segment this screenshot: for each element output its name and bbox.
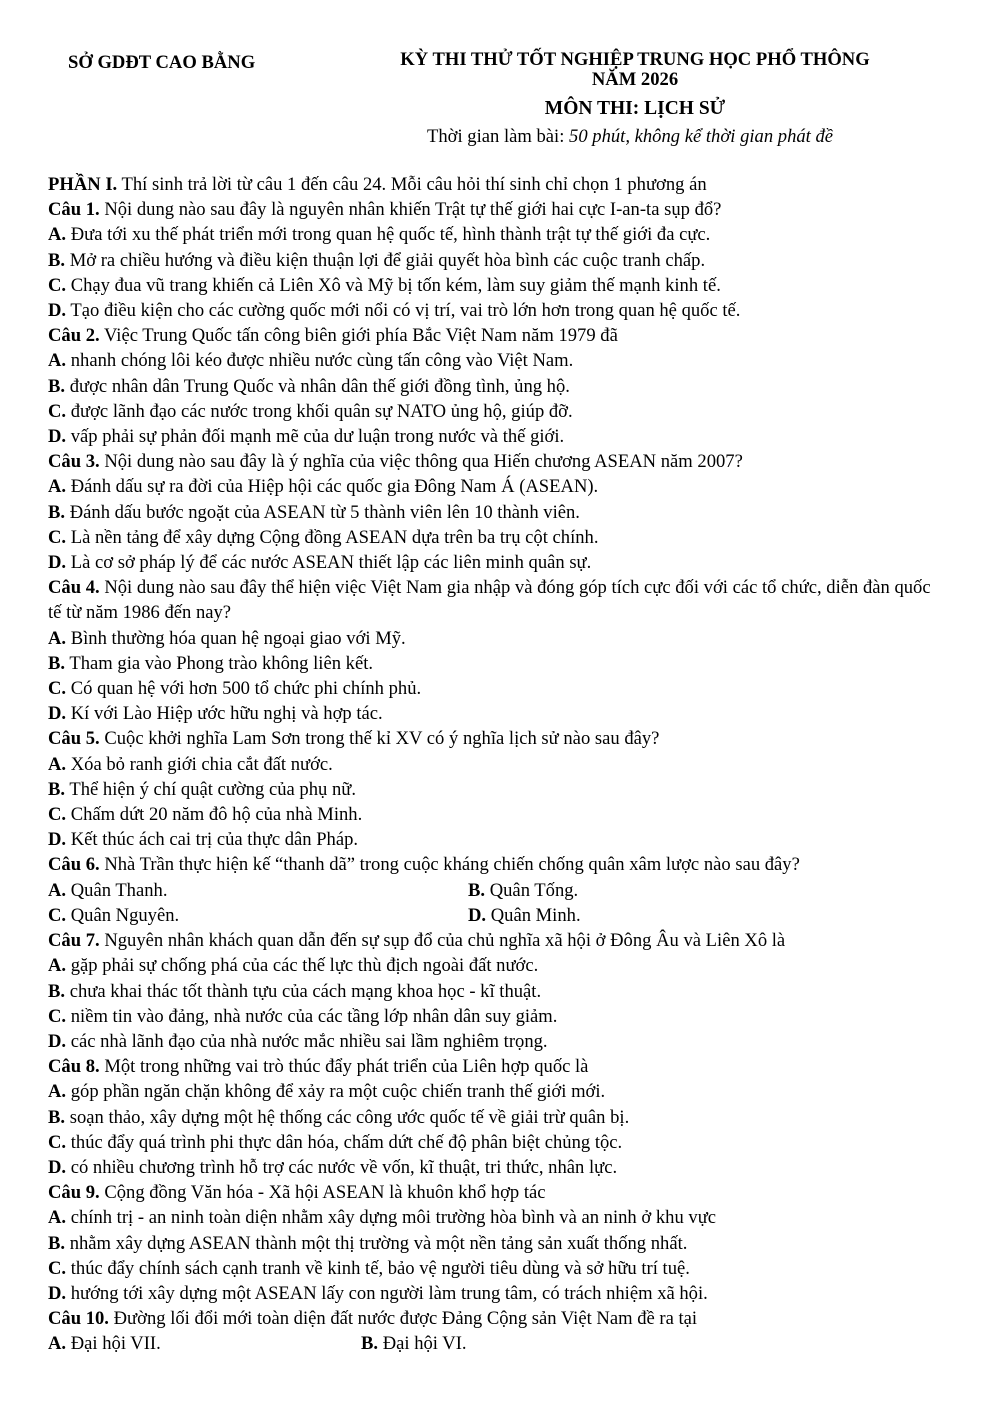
- option-letter: B.: [48, 652, 66, 674]
- option-text: Đánh dấu bước ngoặt của ASEAN từ 5 thành viên lên 10 thành viên.: [65, 501, 580, 523]
- option-b[interactable]: [468, 878, 578, 903]
- option-text: Quân Minh.: [486, 904, 581, 926]
- option-a[interactable]: [48, 878, 468, 903]
- option-text: Xóa bỏ ranh giới chia cắt đất nước.: [66, 753, 333, 775]
- option-letter: A.: [48, 627, 67, 649]
- question-label: Câu 8.: [48, 1056, 100, 1078]
- option-text: Quân Thanh.: [66, 879, 168, 901]
- question-stem: [48, 1180, 938, 1205]
- question-label: Câu 9.: [48, 1182, 100, 1204]
- option-letter: D.: [468, 904, 487, 926]
- question-label: Câu 4.: [48, 577, 100, 599]
- option-text: nhằm xây dựng ASEAN thành một thị trường và một nền tảng sản xuất thống nhất.: [65, 1232, 688, 1254]
- exam-title-line1: KỲ THI THỬ TỐT NGHIỆP TRUNG HỌC PHỔ THÔNG: [400, 49, 870, 70]
- option-text: Thể hiện ý chí quật cường của phụ nữ.: [65, 778, 356, 800]
- option-text: hướng tới xây dựng một ASEAN lấy con người làm trung tâm, có trách nhiệm xã hội.: [66, 1282, 708, 1304]
- option-b[interactable]: [48, 1105, 938, 1130]
- option-c[interactable]: [48, 802, 938, 827]
- option-letter: B.: [48, 1106, 66, 1128]
- question-label: Câu 10.: [48, 1308, 109, 1330]
- option-text: Đại hội VII.: [66, 1333, 161, 1355]
- option-letter: B.: [48, 501, 66, 523]
- option-letter: C.: [48, 526, 67, 548]
- option-letter: B.: [468, 879, 486, 901]
- option-text: thúc đẩy quá trình phi thực dân hóa, chấm dứt chế độ phân biệt chủng tộc.: [66, 1131, 623, 1153]
- option-letter: A.: [48, 879, 67, 901]
- option-c[interactable]: [48, 399, 938, 424]
- option-text: Mở ra chiều hướng và điều kiện thuận lợi để giải quyết hòa bình các cuộc tranh chấp.: [65, 249, 706, 271]
- question-text: Nội dung nào sau đây thể hiện việc Việt Nam gia nhập và đóng góp tích cực đối với các tổ chức, diễn đàn quốc tế từ năm 1986 đến nay?: [48, 577, 931, 624]
- option-letter: B.: [48, 1232, 66, 1254]
- option-letter: D.: [48, 703, 67, 725]
- option-text: có nhiều chương trình hỗ trợ các nước về vốn, kĩ thuật, tri thức, nhân lực.: [66, 1156, 618, 1178]
- option-b[interactable]: [48, 1231, 938, 1256]
- option-text: được nhân dân Trung Quốc và nhân dân thế giới đồng tình, ủng hộ.: [65, 375, 570, 397]
- option-c[interactable]: [48, 1256, 938, 1281]
- exam-header: [0, 0, 992, 170]
- question-text: Việc Trung Quốc tấn công biên giới phía Bắc Việt Nam năm 1979 đã: [99, 325, 618, 347]
- option-text: Tạo điều kiện cho các cường quốc mới nổi có vị trí, vai trò lớn hơn trong quan hệ quốc tế.: [66, 300, 741, 322]
- department-name: SỞ GDĐT CAO BẰNG: [68, 52, 256, 73]
- option-letter: D.: [48, 1156, 67, 1178]
- question-text: Đường lối đổi mới toàn diện đất nước được Đảng Cộng sản Việt Nam đề ra tại: [108, 1308, 698, 1330]
- option-letter: A.: [48, 955, 67, 977]
- question-6: [48, 852, 938, 928]
- option-a[interactable]: [48, 1331, 361, 1356]
- option-letter: D.: [48, 829, 67, 851]
- option-b[interactable]: [48, 374, 938, 399]
- option-text: Đánh dấu sự ra đời của Hiệp hội các quốc gia Đông Nam Á (ASEAN).: [66, 476, 599, 498]
- option-b[interactable]: [48, 248, 938, 273]
- question-text: Nguyên nhân khách quan dẫn đến sự sụp đổ của chủ nghĩa xã hội ở Đông Âu và Liên Xô là: [99, 930, 786, 952]
- option-c[interactable]: [48, 525, 938, 550]
- question-label: Câu 7.: [48, 930, 100, 952]
- option-d[interactable]: [48, 1281, 938, 1306]
- option-letter: C.: [48, 678, 67, 700]
- time-value: 50 phút, không kể thời gian phát đề: [569, 126, 834, 147]
- question-stem: [48, 575, 938, 625]
- option-text: Bình thường hóa quan hệ ngoại giao với Mỹ.: [66, 627, 406, 649]
- option-b[interactable]: [48, 979, 938, 1004]
- option-text: nhanh chóng lôi kéo được nhiều nước cùng tấn công vào Việt Nam.: [66, 350, 574, 372]
- option-d[interactable]: [48, 550, 938, 575]
- option-c[interactable]: [48, 676, 938, 701]
- option-a[interactable]: [48, 474, 938, 499]
- question-label: Câu 3.: [48, 451, 100, 473]
- option-c[interactable]: [48, 1004, 938, 1029]
- option-text: Chấm dứt 20 năm đô hộ của nhà Minh.: [66, 804, 363, 826]
- exam-subject: MÔN THI: LỊCH SỬ: [544, 98, 726, 119]
- option-letter: A.: [48, 753, 67, 775]
- exam-content: [48, 172, 938, 1357]
- option-text: Kí với Lào Hiệp ước hữu nghị và hợp tác.: [66, 703, 383, 725]
- option-text: soạn thảo, xây dựng một hệ thống các công ước quốc tế về giải trừ quân bị.: [65, 1106, 630, 1128]
- part-label: PHẦN I.: [48, 174, 118, 195]
- option-letter: C.: [48, 804, 67, 826]
- option-b[interactable]: [48, 651, 938, 676]
- option-b[interactable]: [48, 500, 938, 525]
- part-text: Thí sinh trả lời từ câu 1 đến câu 24. Mỗi câu hỏi thí sinh chỉ chọn 1 phương án: [117, 174, 707, 195]
- option-c[interactable]: [48, 273, 938, 298]
- option-letter: D.: [48, 1282, 67, 1304]
- option-letter: C.: [48, 904, 67, 926]
- option-letter: C.: [48, 1257, 67, 1279]
- question-text: Nội dung nào sau đây là nguyên nhân khiến Trật tự thế giới hai cực I-an-ta sụp đổ?: [99, 199, 722, 221]
- option-text: góp phần ngăn chặn không để xảy ra một cuộc chiến tranh thế giới mới.: [66, 1081, 606, 1103]
- time-prefix: Thời gian làm bài:: [427, 126, 570, 147]
- question-text: Cuộc khởi nghĩa Lam Sơn trong thế kỉ XV có ý nghĩa lịch sử nào sau đây?: [99, 728, 660, 750]
- option-text: Là cơ sở pháp lý để các nước ASEAN thiết lập các liên minh quân sự.: [66, 552, 592, 574]
- question-stem: [48, 928, 938, 953]
- question-text: Cộng đồng Văn hóa - Xã hội ASEAN là khuôn khổ hợp tác: [99, 1182, 546, 1204]
- exam-title: [355, 50, 915, 90]
- option-d[interactable]: [48, 1155, 938, 1180]
- option-letter: B.: [48, 375, 66, 397]
- question-stem: [48, 197, 938, 222]
- question-7: [48, 928, 938, 1054]
- option-d[interactable]: [48, 298, 938, 323]
- option-letter: B.: [48, 778, 66, 800]
- option-d[interactable]: [468, 903, 581, 928]
- question-stem: [48, 1306, 938, 1331]
- option-text: các nhà lãnh đạo của nhà nước mắc nhiều sai lầm nghiêm trọng.: [66, 1030, 548, 1052]
- option-c[interactable]: [48, 903, 468, 928]
- option-text: Tham gia vào Phong trào không liên kết.: [65, 652, 374, 674]
- option-a[interactable]: [48, 1079, 938, 1104]
- question-4: [48, 575, 938, 726]
- option-letter: D.: [48, 300, 67, 322]
- option-letter: B.: [48, 249, 66, 271]
- option-letter: D.: [48, 1030, 67, 1052]
- option-a[interactable]: [48, 348, 938, 373]
- option-text: được lãnh đạo các nước trong khối quân sự NATO ủng hộ, giúp đỡ.: [66, 400, 573, 422]
- option-a[interactable]: [48, 626, 938, 651]
- part-instruction: [48, 172, 938, 197]
- option-text: gặp phải sự chống phá của các thế lực thù địch ngoài đất nước.: [66, 955, 539, 977]
- option-letter: C.: [48, 1131, 67, 1153]
- question-text: Nhà Trần thực hiện kế “thanh dã” trong cuộc kháng chiến chống quân xâm lược nào sau đây?: [99, 854, 800, 876]
- option-text: Quân Tống.: [485, 879, 579, 901]
- option-letter: A.: [48, 1207, 67, 1229]
- question-stem: [48, 726, 938, 751]
- option-b[interactable]: [48, 777, 938, 802]
- option-letter: B.: [48, 980, 66, 1002]
- option-text: niềm tin vào đảng, nhà nước của các tầng lớp nhân dân suy giảm.: [66, 1005, 558, 1027]
- question-10: [48, 1306, 938, 1356]
- option-letter: B.: [361, 1333, 379, 1355]
- question-label: Câu 6.: [48, 854, 100, 876]
- question-2: [48, 323, 938, 449]
- option-b[interactable]: [361, 1331, 467, 1356]
- question-label: Câu 5.: [48, 728, 100, 750]
- option-letter: A.: [48, 1081, 67, 1103]
- option-text: thúc đẩy chính sách cạnh tranh về kinh tế, bảo vệ người tiêu dùng và sở hữu trí tuệ.: [66, 1257, 690, 1279]
- question-label: Câu 2.: [48, 325, 100, 347]
- option-text: chưa khai thác tốt thành tựu của cách mạng khoa học - kĩ thuật.: [65, 980, 542, 1002]
- exam-time: [427, 124, 833, 149]
- option-text: Kết thúc ách cai trị của thực dân Pháp.: [66, 829, 359, 851]
- option-letter: C.: [48, 400, 67, 422]
- question-text: Nội dung nào sau đây là ý nghĩa của việc thông qua Hiến chương ASEAN năm 2007?: [99, 451, 743, 473]
- question-1: [48, 197, 938, 323]
- option-d[interactable]: [48, 827, 938, 852]
- option-d[interactable]: [48, 1029, 938, 1054]
- question-text: Một trong những vai trò thúc đẩy phát triển của Liên hợp quốc là: [99, 1056, 589, 1078]
- option-a[interactable]: [48, 222, 938, 247]
- option-text: Chạy đua vũ trang khiến cả Liên Xô và Mỹ bị tốn kém, làm suy giảm thế mạnh kinh tế.: [66, 274, 721, 296]
- question-stem: [48, 852, 938, 877]
- question-stem: [48, 1054, 938, 1079]
- option-letter: A.: [48, 224, 67, 246]
- options-row: [48, 878, 938, 903]
- option-text: Có quan hệ với hơn 500 tổ chức phi chính phủ.: [66, 678, 422, 700]
- option-letter: A.: [48, 476, 67, 498]
- exam-title-line2: NĂM 2026: [591, 69, 679, 90]
- option-text: vấp phải sự phản đối mạnh mẽ của dư luận trong nước và thế giới.: [66, 426, 565, 448]
- question-8: [48, 1054, 938, 1180]
- options-row: [48, 903, 938, 928]
- option-d[interactable]: [48, 701, 938, 726]
- option-text: Quân Nguyên.: [66, 904, 180, 926]
- option-a[interactable]: [48, 953, 938, 978]
- option-letter: C.: [48, 274, 67, 296]
- option-c[interactable]: [48, 1130, 938, 1155]
- option-text: Đại hội VI.: [378, 1333, 467, 1355]
- question-stem: [48, 449, 938, 474]
- option-a[interactable]: [48, 1205, 938, 1230]
- option-letter: A.: [48, 350, 67, 372]
- option-letter: D.: [48, 552, 67, 574]
- option-d[interactable]: [48, 424, 938, 449]
- option-letter: C.: [48, 1005, 67, 1027]
- question-5: [48, 726, 938, 852]
- options-row: [48, 1331, 938, 1356]
- option-letter: D.: [48, 426, 67, 448]
- option-text: Đưa tới xu thế phát triển mới trong quan hệ quốc tế, hình thành trật tự thế giới đa cực.: [66, 224, 711, 246]
- option-letter: A.: [48, 1333, 67, 1355]
- question-stem: [48, 323, 938, 348]
- question-3: [48, 449, 938, 575]
- question-9: [48, 1180, 938, 1306]
- option-text: chính trị - an ninh toàn diện nhằm xây dựng môi trường hòa bình và an ninh ở khu vực: [66, 1207, 717, 1229]
- option-text: Là nền tảng để xây dựng Cộng đồng ASEAN dựa trên ba trụ cột chính.: [66, 526, 599, 548]
- option-a[interactable]: [48, 752, 938, 777]
- question-label: Câu 1.: [48, 199, 100, 221]
